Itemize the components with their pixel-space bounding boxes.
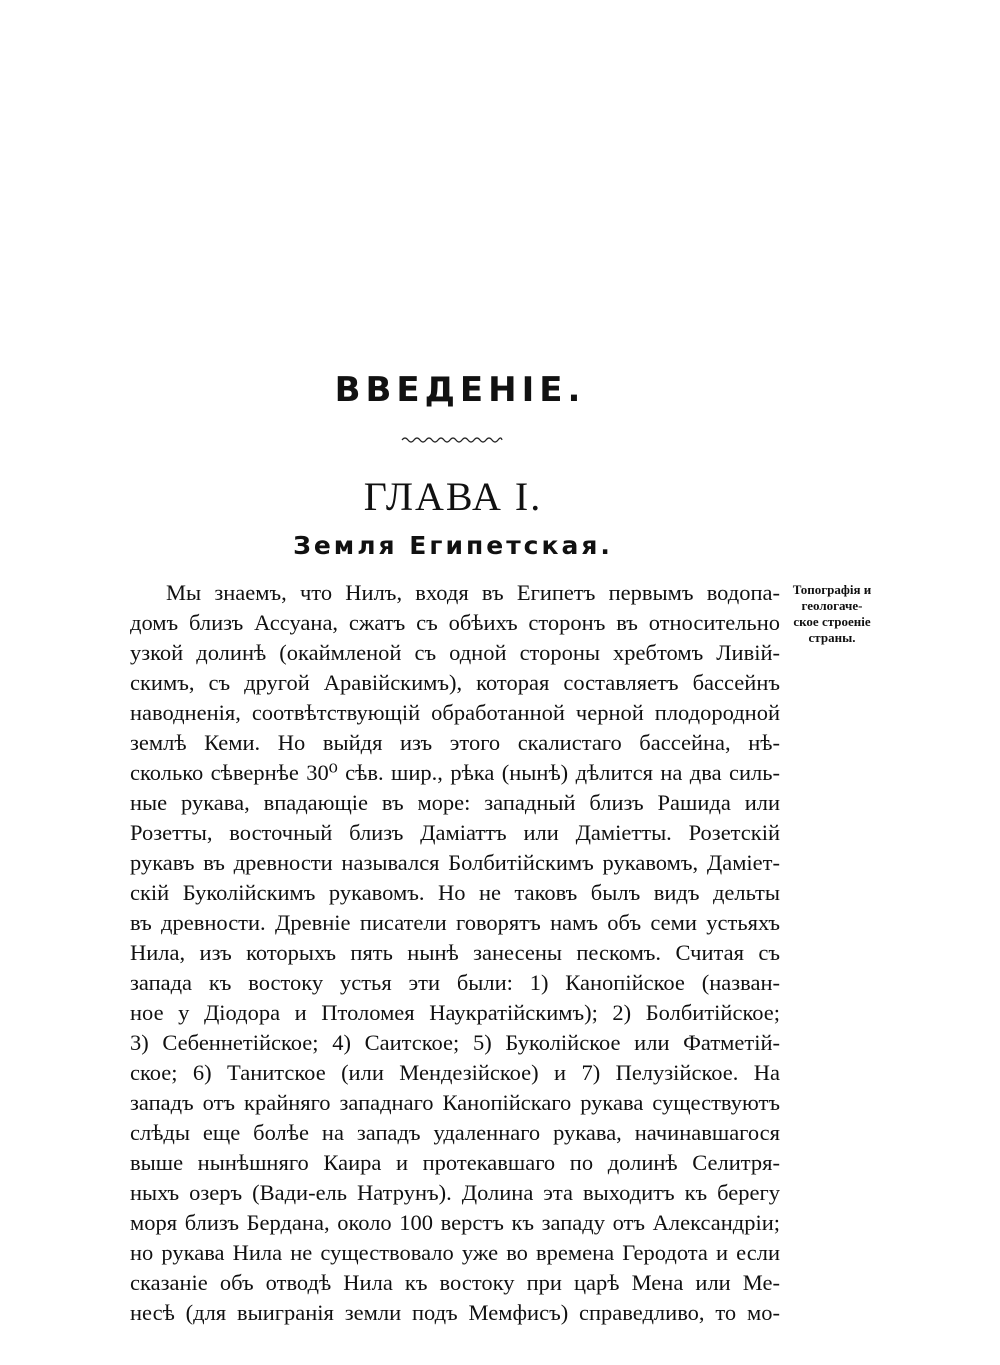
text-line: Нила, изъ которыхъ пять нынѣ занесены пескомъ. Считая съ: [130, 940, 780, 965]
text-line: запада къ востоку устья эти были: 1) Канопійское (назван-: [130, 970, 780, 995]
text-line: Розетты, восточный близъ Даміаттъ или Даміетты. Розетскій: [130, 820, 780, 845]
text-line: скимъ, съ другой Аравійскимъ), которая составляетъ бассейнъ: [130, 670, 780, 695]
text-line: ское; 6) Танитское (или Мендезійское) и 7) Пелузійское. На: [130, 1060, 780, 1085]
text-line: рукавъ въ древности назывался Болбитійскимъ рукавомъ, Даміет-: [130, 850, 780, 875]
text-line: несѣ (для выигранія земли подъ Мемфисъ) справедливо, то мо-: [130, 1300, 780, 1325]
margin-note-line: Топографія и: [792, 582, 872, 597]
margin-note-line: геологаче-: [801, 598, 863, 613]
text-line: выше нынѣшняго Каира и протекавшаго по долинѣ Селитря-: [130, 1150, 780, 1175]
wavy-divider-ornament: [400, 432, 504, 446]
text-line: 3) Себеннетійское; 4) Саитское; 5) Буколійское или Фатметій-: [130, 1030, 780, 1055]
text-line: землѣ Кеми. Но выйдя изъ этого скалистаго бассейна, нѣ-: [130, 730, 780, 755]
text-line: моря близъ Бердана, около 100 верстъ къ западу отъ Александріи;: [130, 1210, 780, 1235]
margin-note: [777, 582, 887, 646]
introduction-heading: ВВЕДЕНІЕ.: [334, 370, 586, 410]
margin-note-line: ское строеніе: [793, 614, 871, 629]
text-line: сколько сѣвернѣе 30⁰ сѣв. шир., рѣка (нынѣ) дѣлится на два силь-: [130, 760, 780, 785]
text-line: западъ отъ крайняго западнаго Канопійскаго рукава существуютъ: [130, 1090, 780, 1115]
margin-note-line: страны.: [808, 630, 856, 645]
text-line: скій Буколійскимъ рукавомъ. Но не таковъ былъ видъ дельты: [130, 880, 780, 905]
body-paragraph: [130, 578, 780, 1328]
chapter-heading: ГЛАВА I.: [363, 474, 543, 519]
text-line: ное у Діодора и Птоломея Наукратійскимъ); 2) Болбитійское;: [130, 1000, 780, 1025]
text-line: сказаніе объ отводѣ Нила къ востоку при царѣ Мена или Ме-: [130, 1270, 780, 1295]
text-line: наводненія, соотвѣтствующій обработанной черной плодородной: [130, 700, 780, 725]
text-line: слѣды еще болѣе на западъ удаленнаго рукава, начинавшагося: [130, 1120, 780, 1145]
text-line: Мы знаемъ, что Нилъ, входя въ Египетъ первымъ водопа-: [166, 580, 780, 605]
text-line: ные рукава, впадающіе въ море: западный близъ Рашида или: [130, 790, 780, 815]
text-line: домъ близъ Ассуана, сжатъ съ обѣихъ сторонъ въ относительно: [130, 610, 780, 635]
text-line: ныхъ озеръ (Вади-ель Натрунъ). Долина эта выходитъ къ берегу: [130, 1180, 780, 1205]
text-line: въ древности. Древніе писатели говорятъ намъ объ семи устьяхъ: [130, 910, 780, 935]
chapter-subtitle: Земля Египетская.: [293, 531, 613, 560]
text-line: узкой долинѣ (окаймленой съ одной стороны хребтомъ Ливій-: [130, 640, 780, 665]
text-line: но рукава Нила не существовало уже во времена Геродота и если: [130, 1240, 780, 1265]
